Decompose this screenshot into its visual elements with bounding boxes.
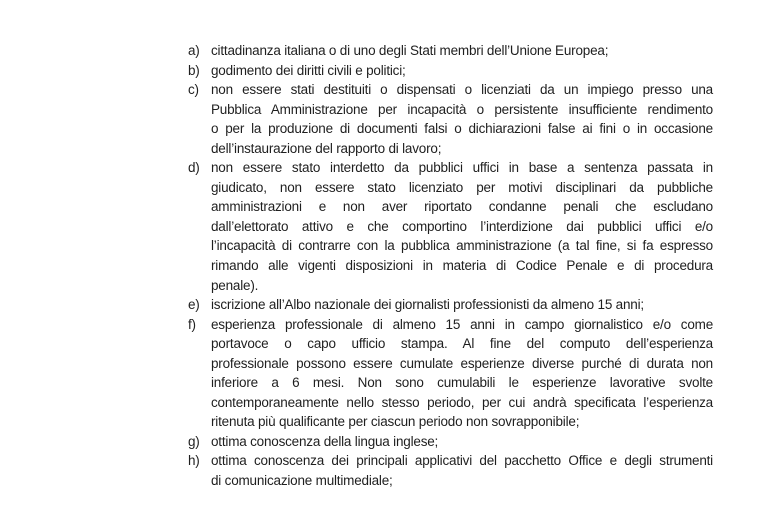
list-item-line: dall’elettorato attivo e che comportino l’interdizione dai pubblici uffici e/o (211, 218, 713, 234)
list-item-marker: h) (188, 453, 200, 469)
list-item-text (211, 80, 713, 158)
list-item-line: Pubblica Amministrazione per incapacità o persistente insufficiente rendimento (211, 101, 713, 117)
list-item-line: amministrazioni e non aver riportato condanne penali che escludano (211, 199, 713, 215)
list-item-line: ritenuta più qualificante per ciascun periodo non sovrapponibile; (211, 414, 580, 430)
list-item-b (188, 61, 713, 81)
list-item-line: inferiore a 6 mesi. Non sono cumulabili le esperienze lavorative svolte (211, 375, 713, 391)
list-item-line: dell’instaurazione del rapporto di lavoro; (211, 140, 442, 156)
list-item-line: l’incapacità di contrarre con la pubblica amministrazione (a tal fine, si fa espresso (211, 238, 713, 254)
list-item-g (188, 432, 713, 452)
list-item-marker: g) (188, 433, 200, 449)
list-item-line: o per la produzione di documenti falsi o dichiarazioni false ai fini o in occasione (211, 121, 713, 137)
list-item-text (211, 315, 713, 432)
list-item-line: di comunicazione multimediale; (211, 473, 393, 489)
list-item-text (211, 158, 713, 295)
list-item-line: iscrizione all’Albo nazionale dei giornalisti professionisti da almeno 15 anni; (211, 297, 644, 313)
list-item-line: esperienza professionale di almeno 15 anni in campo giornalistico e/o come (211, 316, 713, 332)
list-item-f (188, 315, 713, 432)
list-item-line: ottima conoscenza dei principali applicativi del pacchetto Office e degli strumenti (211, 453, 713, 469)
list-item-line: professionale possono essere cumulate esperienze diverse purché di durata non (211, 355, 713, 371)
list-item-line: godimento dei diritti civili e politici; (211, 62, 406, 78)
list-item-text (211, 432, 713, 452)
list-item-marker: b) (188, 62, 200, 78)
requirements-list (188, 41, 713, 491)
list-item-h (188, 451, 713, 490)
list-item-line: non essere stato interdetto da pubblici uffici in base a sentenza passata in (211, 160, 713, 176)
list-item-c (188, 80, 713, 158)
list-item-text (211, 41, 713, 61)
list-item-marker: f) (188, 316, 196, 332)
list-item-d (188, 158, 713, 295)
list-item-marker: a) (188, 43, 200, 58)
list-item-text (211, 295, 713, 315)
list-item-text (211, 451, 713, 490)
list-item-marker: d) (188, 160, 200, 176)
list-item-marker: e) (188, 297, 200, 313)
list-item-line: ottima conoscenza della lingua inglese; (211, 433, 439, 449)
list-item-line: giudicato, non essere stato licenziato per motivi disciplinari da pubbliche (211, 179, 713, 195)
list-item-line: non essere stati destituiti o dispensati o licenziati da un impiego presso una (211, 82, 713, 98)
list-item-e (188, 295, 713, 315)
list-item-marker: c) (188, 82, 199, 98)
list-item-a (188, 41, 713, 61)
list-item-line: penale). (211, 277, 259, 293)
list-item-line: rimando alle vigenti disposizioni in materia di Codice Penale e di procedura (211, 258, 713, 274)
list-item-line: cittadinanza italiana o di uno degli Stati membri dell’Unione Europea; (211, 43, 609, 58)
list-item-text (211, 61, 713, 81)
list-item-line: portavoce o capo ufficio stampa. Al fine del computo dell’esperienza (211, 336, 713, 352)
list-item-line: contemporaneamente nello stesso periodo, per cui andrà specificata l’esperienza (211, 394, 713, 410)
